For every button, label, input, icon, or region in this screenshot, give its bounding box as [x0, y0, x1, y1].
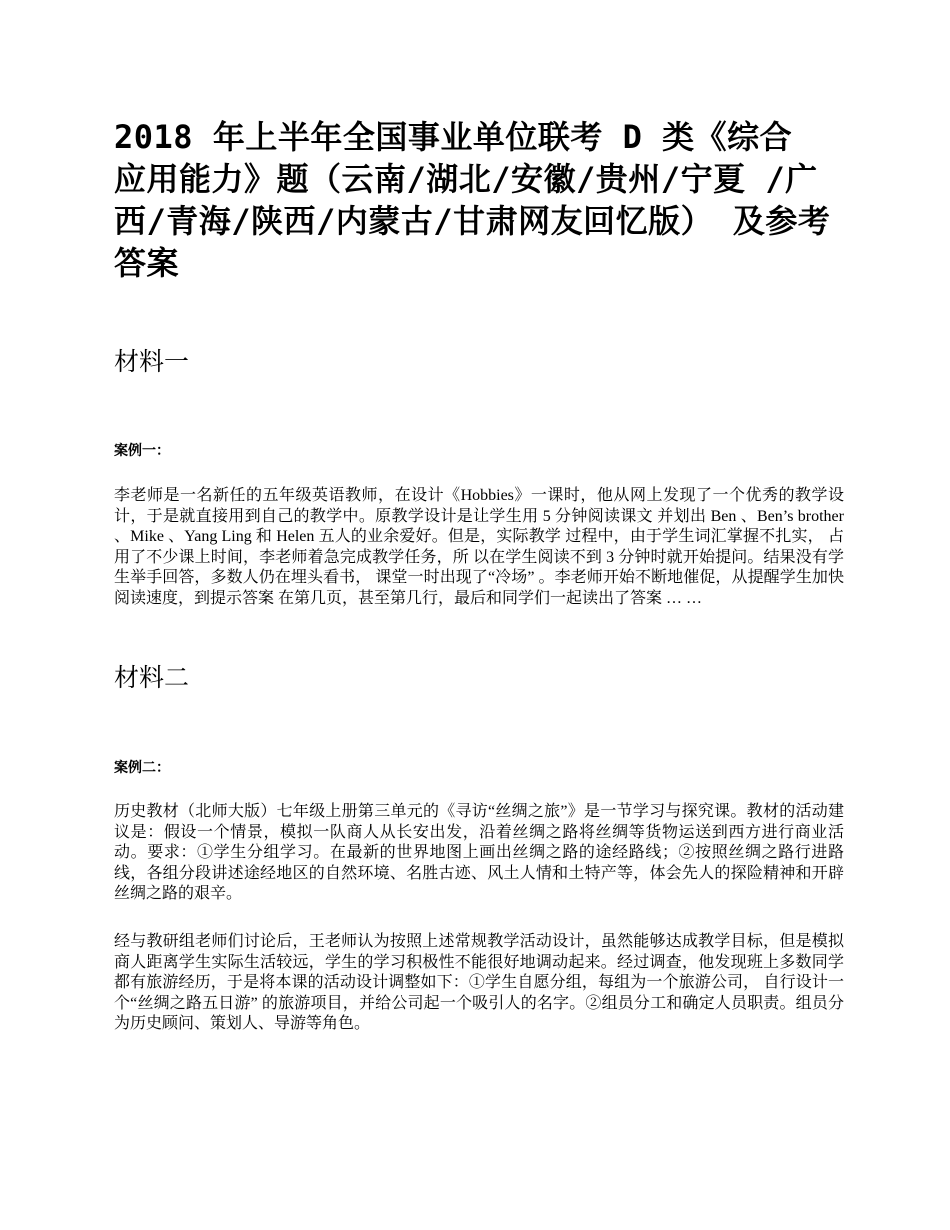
- document-title: 2018 年上半年全国事业单位联考 D 类《综合 应用能力》题（云南/湖北/安徽/贵州/宁夏 /广西/青海/陕西/内蒙古/甘肃网友回忆版） 及参考答案: [114, 118, 831, 282]
- case-2-paragraph-1: 历史教材（北师大版）七年级上册第三单元的《寻访“丝绸之旅”》是一节学习与探究课。教材的活动建议是：假设一个情景，模拟一队商人从长安出发，沿着丝绸之路将丝绸等货物运送到西方进行商业活动。要求：①学生分组学习。在最新的世界地图上画出丝绸之路的途经路线；②按照丝绸之路行进路线，各组分段讲述途经地区的自然环境、名胜古迹、风土人情和土特产等，体会先人的探险精神和开辟丝绸之路的艰辛。: [114, 803, 844, 902]
- case-label-2: 案例二：: [114, 760, 170, 776]
- section-heading-material-2: 材料二: [114, 663, 190, 692]
- case-2-paragraph-2: 经与教研组老师们讨论后，王老师认为按照上述常规教学活动设计，虽然能够达成教学目标，但是模拟商人距离学生实际生活较远，学生的学习积极性不能很好地调动起来。经过调查，他发现班上多数同学都有旅游经历，于是将本课的活动设计调整如下：①学生自愿分组，每组为一个旅游公司， 自行设计一个“丝绸之路五日游” 的旅游项目，并给公司起一个吸引人的名字。②组员分工和确定人员职责。组员分为历史顾问、策划人、导游等角色。: [114, 933, 844, 1032]
- case-label-1: 案例一：: [114, 443, 170, 459]
- case-1-paragraph: 李老师是一名新任的五年级英语教师，在设计《Hobbies》一课时，他从网上发现了一个优秀的教学设计，于是就直接用到自己的教学中。原教学设计是让学生用 5 分钟阅读课文 并划出 Ben 、Ben’s brother 、Mike 、Yang Ling 和 Helen 五人的业余爱好。但是，实际教学 过程中，由于学生词汇掌握不扎实， 占用了不少课上时间，李老师着急完成教学任务，所 以在学生阅读不到 3 分钟时就开始提问。结果没有学生举手回答，多数人仍在埋头看书， 课堂一时出现了“冷场” 。李老师开始不断地催促，从提醒学生加快阅读速度，到提示答案 在第几页，甚至第几行，最后和同学们一起读出了答案 … …: [114, 487, 844, 607]
- section-heading-material-1: 材料一: [114, 347, 190, 376]
